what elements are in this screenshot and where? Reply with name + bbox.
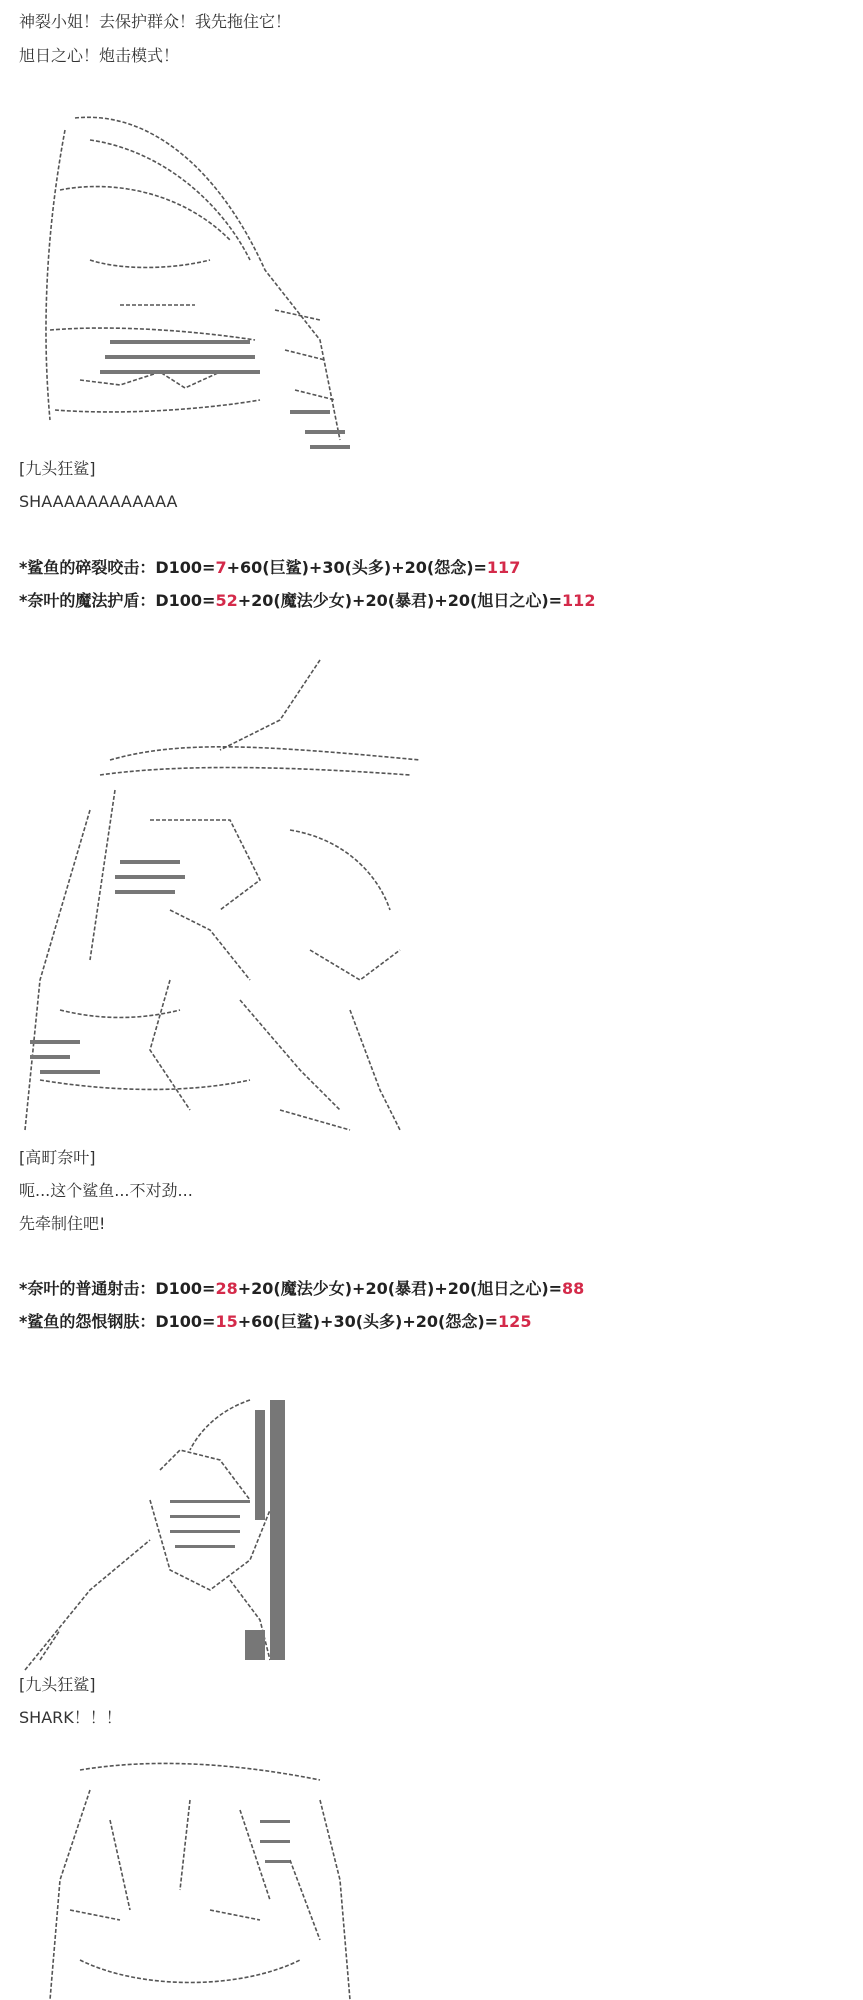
roll-line-nanoha-shield <box>19 591 595 611</box>
roll-value: 28 <box>215 1279 238 1298</box>
ascii-art-shark-face <box>20 1390 340 1672</box>
roll-value: 52 <box>215 591 238 610</box>
ascii-art-nanoha <box>20 650 430 1144</box>
ascii-art-shark-head <box>20 110 350 458</box>
roll-line-shark-skin <box>19 1312 531 1332</box>
roll-modifiers: +60(巨鲨)+30(头多)+20(怨念)= <box>226 558 487 577</box>
roll-total: 117 <box>486 558 521 577</box>
speaker-label: [高町奈叶] <box>19 1148 96 1167</box>
roll-label: *鲨鱼的怨恨钢肤：D100= <box>19 1312 216 1331</box>
ascii-art-character-face <box>40 1760 360 2000</box>
intro-line-1: 神裂小姐！去保护群众！我先拖住它！ <box>19 12 292 31</box>
speaker-label: [九头狂鲨] <box>19 1675 96 1694</box>
roll-modifiers: +60(巨鲨)+30(头多)+20(怨念)= <box>237 1312 499 1331</box>
roll-total: 88 <box>562 1279 585 1298</box>
roll-value: 15 <box>215 1312 238 1331</box>
roll-modifiers: +20(魔法少女)+20(暴君)+20(旭日之心)= <box>237 1279 563 1298</box>
roll-value: 7 <box>215 558 227 577</box>
roll-line-nanoha-shot <box>19 1279 584 1299</box>
dialogue-line-2: 先牵制住吧! <box>19 1214 106 1233</box>
speaker-label: [九头狂鲨] <box>19 459 96 478</box>
roll-total: 112 <box>562 591 596 610</box>
roll-label: *奈叶的魔法护盾：D100= <box>19 591 216 610</box>
dialogue-line-1: 呃...这个鲨鱼...不对劲... <box>19 1181 193 1200</box>
intro-line-2: 旭日之心！炮击模式！ <box>19 46 180 65</box>
roll-label: *鲨鱼的碎裂咬击：D100= <box>19 558 216 577</box>
roll-total: 125 <box>498 1312 532 1331</box>
roll-line-shark-bite <box>19 558 520 578</box>
roll-label: *奈叶的普通射击：D100= <box>19 1279 216 1298</box>
speech-line: SHAAAAAAAAAAAA <box>19 492 178 511</box>
roll-modifiers: +20(魔法少女)+20(暴君)+20(旭日之心)= <box>237 591 563 610</box>
speech-line: SHARK！！！ <box>19 1708 122 1727</box>
